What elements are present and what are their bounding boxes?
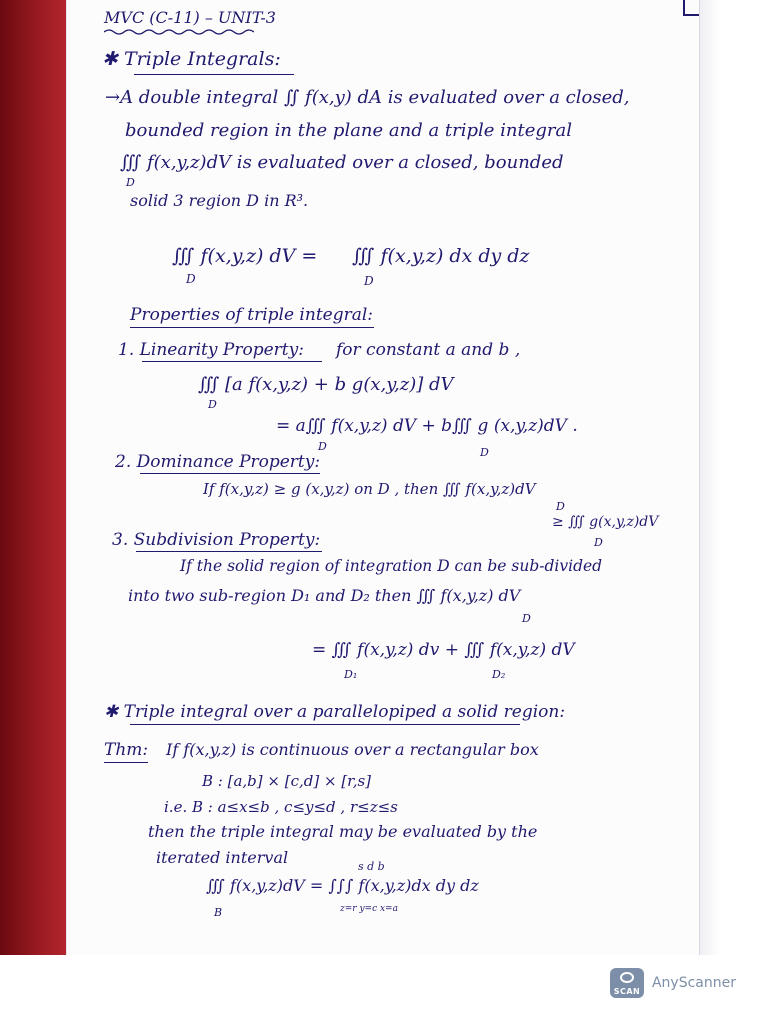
scan-icon-label: SCAN [613,987,641,996]
page-header: MVC (C-11) – UNIT-3 [104,8,276,27]
corner-mark [683,0,699,16]
theorem-final-sub: B [214,906,223,919]
theorem-limits-bottom: z=r y=c x=a [340,904,398,914]
intro-line-3: ∭ f(x,y,z)dV is evaluated over a closed, bounded [120,152,564,173]
prop3-title: 3. Subdivision Property: [112,530,321,550]
intro-line-4: solid 3 region D in R³. [130,191,309,210]
prop3-sub-d2: D₂ [492,668,506,681]
background-red-surface [0,0,66,955]
prop2-sub2: D [594,536,603,549]
box-section-heading: ✱ Triple integral over a parallelopiped a solid region: [104,702,566,722]
prop3-line1: If the solid region of integration D can be sub-divided [180,557,603,575]
prop1-eq1-sub: D [208,398,217,411]
prop2-title: 2. Dominance Property: [115,452,321,472]
prop1-title-underline [142,361,322,362]
theorem-final-equation: ∭ f(x,y,z)dV = ∫∫∫ f(x,y,z)dx dy dz [206,876,479,895]
prop1-eq2-sub-b: D [480,446,489,459]
anyscanner-watermark [610,968,736,998]
camera-icon [620,972,634,983]
prop1-eq1: ∭ [a f(x,y,z) + b g(x,y,z)] dV [198,374,454,395]
theorem-ie: i.e. B : a≤x≤b , c≤y≤d , r≤z≤s [164,798,398,816]
prop1-eq2-sub-a: D [318,440,327,453]
properties-heading-underline [130,327,374,328]
prop3-sub-d1: D₁ [344,668,358,681]
section-title: ✱ Triple Integrals: [102,48,281,70]
prop1-text: for constant a and b , [336,340,521,360]
theorem-then: then the triple integral may be evaluated by the [148,822,538,841]
box-section-underline [130,724,520,725]
theorem-label-underline [104,762,148,763]
theorem-line-1: If f(x,y,z) is continuous over a rectangular box [166,740,539,759]
prop1-eq2: = a∭ f(x,y,z) dV + b∭ g (x,y,z)dV . [276,416,578,436]
watermark-text: AnyScanner [651,975,736,991]
definition-rhs: ∭ f(x,y,z) dx dy dz [352,245,530,267]
scan-app-icon [610,968,644,998]
theorem-box: B : [a,b] × [c,d] × [r,s] [202,772,372,790]
definition-sub-rhs: D [364,274,374,288]
theorem-limits-top: s d b [358,860,385,873]
page-margin [700,0,768,955]
intro-line-2: bounded region in the plane and a triple integral [125,120,573,141]
theorem-label: Thm: [104,740,149,760]
prop2-line2: ≥ ∭ g(x,y,z)dV [552,514,659,530]
theorem-iterated: iterated interval [156,848,289,867]
prop2-sub1: D [556,500,565,513]
definition-sub-lhs: D [186,272,196,286]
prop3-sub-d: D [522,612,531,625]
prop3-title-underline [136,551,322,552]
prop2-line1: If f(x,y,z) ≥ g (x,y,z) on D , then ∭ f(x,y,z)dV [203,480,536,498]
prop1-title: 1. Linearity Property: [118,340,304,360]
definition-lhs: ∭ f(x,y,z) dV = [172,245,318,267]
section-title-underline [134,74,294,75]
intro-line-1: →A double integral ∬ f(x,y) dA is evaluated over a closed, [105,87,630,108]
prop3-line2: into two sub-region D₁ and D₂ then ∭ f(x,y,z) dV [128,586,521,605]
prop2-title-underline [140,473,320,474]
properties-heading: Properties of triple integral: [130,305,374,325]
header-underline [104,28,254,36]
intro-subscript-d: D [126,176,135,189]
prop3-eq: = ∭ f(x,y,z) dv + ∭ f(x,y,z) dV [312,640,575,660]
